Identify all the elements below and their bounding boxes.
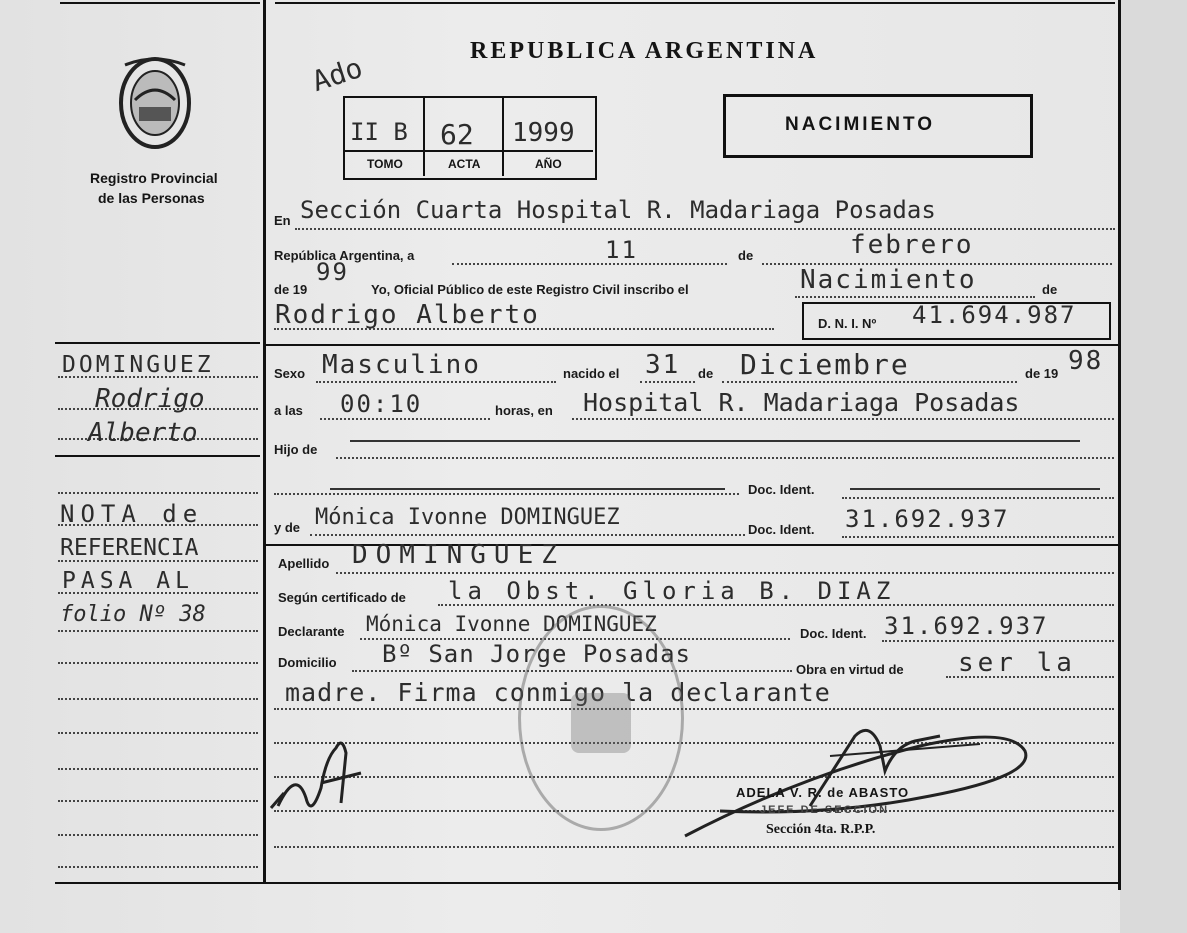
value-obra-cont: madre. Firma conmigo la declarante bbox=[285, 678, 831, 707]
registry-name-line2: de las Personas bbox=[98, 190, 205, 206]
signatory-section: Sección 4ta. R.P.P. bbox=[766, 822, 876, 837]
signatory-name: ADELA V. R. de ABASTO bbox=[736, 785, 910, 800]
label-nacido: nacido el bbox=[563, 366, 620, 381]
label-docident1: Doc. Ident. bbox=[748, 482, 815, 497]
scan-edge bbox=[1120, 0, 1187, 933]
label-de19: de 19 bbox=[274, 282, 308, 297]
padre-doc-stroke bbox=[330, 488, 725, 490]
tomo-label: TOMO bbox=[367, 157, 403, 171]
margin-note-line2: REFERENCIA bbox=[60, 535, 199, 561]
value-madre: Mónica Ivonne DOMINGUEZ bbox=[315, 505, 620, 530]
value-lugar-nac: Hospital R. Madariaga Posadas bbox=[583, 388, 1020, 417]
initial-signature-icon bbox=[266, 728, 376, 828]
label-de-nac: de bbox=[698, 366, 714, 381]
label-de-mes: de bbox=[738, 248, 754, 263]
top-border-right bbox=[275, 2, 1115, 4]
margin-dotted-line bbox=[58, 768, 258, 770]
registry-seal-icon bbox=[115, 55, 195, 160]
margin-second-name: Alberto bbox=[88, 418, 198, 448]
label-horas: horas, en bbox=[495, 403, 553, 418]
line-padre-cont bbox=[274, 493, 739, 495]
label-alas: a las bbox=[274, 403, 303, 418]
label-hijo: Hijo de bbox=[274, 442, 318, 457]
label-yde: y de bbox=[274, 520, 301, 535]
margin-note-line3: PASA AL bbox=[62, 568, 194, 594]
line-madre-doc bbox=[842, 536, 1114, 538]
tomo-value: II B bbox=[350, 118, 408, 146]
line-dia bbox=[452, 263, 727, 265]
line-dia-nac bbox=[640, 381, 695, 383]
margin-dotted-line bbox=[58, 866, 258, 868]
margin-dotted-line bbox=[58, 834, 258, 836]
value-certificado: la Obst. Gloria B. DIAZ bbox=[448, 577, 896, 605]
value-declarante-doc: 31.692.937 bbox=[884, 612, 1049, 640]
handwritten-note: Ado bbox=[308, 50, 367, 99]
table-divider bbox=[423, 98, 425, 176]
line-apellido bbox=[336, 572, 1114, 574]
label-republica: República Argentina, a bbox=[274, 248, 415, 263]
value-acto: Nacimiento bbox=[800, 265, 977, 295]
value-apellido: DOMINGUEZ bbox=[352, 540, 565, 570]
line-obra-cont bbox=[274, 708, 1114, 710]
signatory-role: JEFE DE SECCION bbox=[760, 804, 890, 816]
line-mes-nac bbox=[722, 381, 1017, 383]
ano-label: AÑO bbox=[535, 157, 562, 171]
line-madre bbox=[310, 534, 745, 536]
value-mes-nac: Diciembre bbox=[740, 348, 910, 381]
margin-note-line1: NOTA de bbox=[60, 500, 204, 528]
label-yo: Yo, Oficial Público de este Registro Civil inscribo el bbox=[371, 282, 689, 297]
value-dni: 41.694.987 bbox=[912, 301, 1077, 329]
value-obra: ser la bbox=[958, 648, 1076, 678]
line-padre bbox=[336, 457, 1114, 459]
label-dni: D. N. I. Nº bbox=[818, 316, 877, 331]
value-dia: 11 bbox=[605, 236, 638, 264]
value-dia-nac: 31 bbox=[645, 350, 681, 380]
line-declarante-doc bbox=[882, 640, 1114, 642]
value-anio-nac: 98 bbox=[1068, 346, 1104, 376]
margin-dotted-line bbox=[58, 732, 258, 734]
margin-first-name: Rodrigo bbox=[95, 384, 205, 414]
country-title: REPUBLICA ARGENTINA bbox=[470, 38, 819, 64]
margin-rule bbox=[55, 342, 260, 344]
value-sexo: Masculino bbox=[322, 350, 481, 380]
label-sexo: Sexo bbox=[274, 366, 306, 381]
margin-rule bbox=[55, 455, 260, 457]
label-docident3: Doc. Ident. bbox=[800, 626, 867, 641]
margin-dotted-line bbox=[58, 662, 258, 664]
value-madre-doc: 31.692.937 bbox=[845, 505, 1010, 533]
margin-dotted-line bbox=[58, 800, 258, 802]
ano-value: 1999 bbox=[512, 118, 575, 148]
margin-note-line4: folio Nº 38 bbox=[60, 602, 206, 627]
line-sexo bbox=[316, 381, 556, 383]
bottom-border bbox=[55, 882, 1118, 884]
value-nombre: Rodrigo Alberto bbox=[275, 300, 540, 330]
document-type: NACIMIENTO bbox=[785, 114, 935, 135]
value-domicilio: Bº San Jorge Posadas bbox=[382, 640, 691, 668]
label-declarante: Declarante bbox=[278, 624, 345, 639]
label-en: En bbox=[274, 213, 291, 228]
label-domicilio: Domicilio bbox=[278, 655, 337, 670]
label-docident2: Doc. Ident. bbox=[748, 522, 815, 537]
value-mes: febrero bbox=[850, 230, 974, 260]
label-obra: Obra en virtud de bbox=[796, 662, 904, 677]
value-declarante: Mónica Ivonne DOMINGUEZ bbox=[366, 612, 657, 636]
line-hora bbox=[320, 418, 490, 420]
value-anio: 99 bbox=[316, 258, 349, 286]
official-stamp-icon bbox=[518, 605, 684, 831]
line-acto bbox=[795, 296, 1035, 298]
margin-dotted-line bbox=[58, 698, 258, 700]
label-segun: Según certificado de bbox=[278, 590, 406, 605]
value-hora: 00:10 bbox=[340, 390, 423, 418]
table-divider bbox=[502, 98, 504, 176]
value-lugar: Sección Cuarta Hospital R. Madariaga Posadas bbox=[300, 196, 936, 224]
margin-dotted-line bbox=[58, 630, 258, 632]
line-lugar-nac bbox=[572, 418, 1114, 420]
margin-surname: DOMINGUEZ bbox=[62, 352, 214, 378]
margin-dotted-line bbox=[58, 492, 258, 494]
label-apellido: Apellido bbox=[278, 556, 330, 571]
padre-doc-blank bbox=[850, 488, 1100, 490]
section-rule bbox=[266, 344, 1118, 346]
padre-blank-stroke bbox=[350, 440, 1080, 442]
line-padre-doc bbox=[842, 497, 1114, 499]
line-lugar bbox=[295, 228, 1115, 230]
top-border-left bbox=[60, 2, 260, 4]
label-de-acto: de bbox=[1042, 282, 1058, 297]
registry-name-line1: Registro Provincial bbox=[90, 170, 218, 186]
right-border bbox=[1118, 0, 1121, 890]
acta-value: 62 bbox=[440, 118, 474, 151]
acta-label: ACTA bbox=[448, 157, 481, 171]
label-de19b: de 19 bbox=[1025, 366, 1059, 381]
